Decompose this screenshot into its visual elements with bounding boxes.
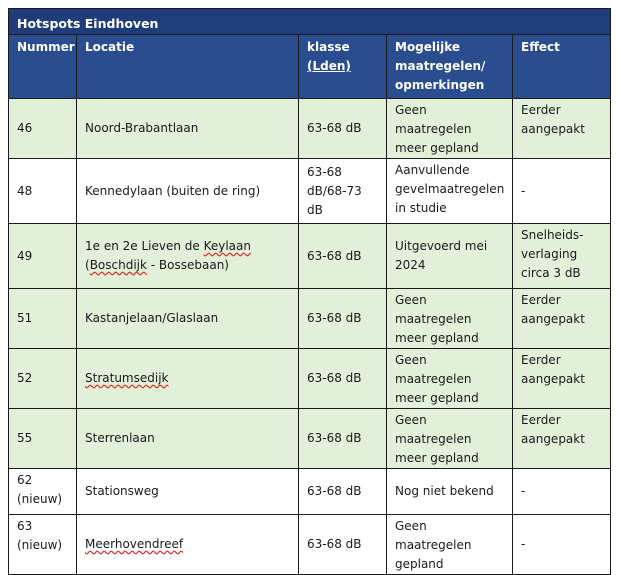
header-nummer: Nummer — [9, 35, 77, 99]
cell-effect: Eerder aangepakt — [513, 409, 611, 469]
cell-klasse: 63-68 dB/68-73 dB — [299, 159, 387, 224]
cell-klasse: 63-68 dB — [299, 289, 387, 349]
hotspots-table-container — [8, 8, 610, 575]
header-row — [9, 35, 611, 99]
cell-locatie: 1e en 2e Lieven de Keylaan (Boschdijk - Bossebaan) — [77, 224, 299, 289]
cell-effect: Eerder aangepakt — [513, 349, 611, 409]
cell-maatregelen: Geen maatregelen meer gepland — [387, 409, 513, 469]
table-row — [9, 515, 611, 575]
table-row — [9, 349, 611, 409]
cell-maatregelen: Geen maatregelen meer gepland — [387, 349, 513, 409]
cell-klasse: 63-68 dB — [299, 224, 387, 289]
table-title: Hotspots Eindhoven — [9, 9, 611, 35]
cell-locatie: Noord-Brabantlaan — [77, 99, 299, 159]
cell-nummer: 62 (nieuw) — [9, 469, 77, 515]
cell-nummer: 49 — [9, 224, 77, 289]
cell-effect: - — [513, 469, 611, 515]
cell-locatie: Stationsweg — [77, 469, 299, 515]
header-maatregelen: Mogelijke maatregelen/ opmerkingen — [387, 35, 513, 99]
cell-klasse: 63-68 dB — [299, 349, 387, 409]
cell-nummer: 48 — [9, 159, 77, 224]
cell-effect: - — [513, 159, 611, 224]
cell-klasse: 63-68 dB — [299, 409, 387, 469]
cell-effect: Eerder aangepakt — [513, 99, 611, 159]
header-locatie: Locatie — [77, 35, 299, 99]
cell-maatregelen: Uitgevoerd mei 2024 — [387, 224, 513, 289]
cell-klasse: 63-68 dB — [299, 469, 387, 515]
cell-klasse: 63-68 dB — [299, 99, 387, 159]
cell-maatregelen: Nog niet bekend — [387, 469, 513, 515]
cell-nummer: 55 — [9, 409, 77, 469]
header-klasse: klasse (Lden) — [299, 35, 387, 99]
cell-maatregelen: Geen maatregelen gepland — [387, 515, 513, 575]
cell-klasse: 63-68 dB — [299, 515, 387, 575]
cell-locatie: Stratumsedijk — [77, 349, 299, 409]
cell-locatie: Sterrenlaan — [77, 409, 299, 469]
cell-nummer: 52 — [9, 349, 77, 409]
table-row — [9, 99, 611, 159]
cell-effect: - — [513, 515, 611, 575]
table-row — [9, 289, 611, 349]
cell-nummer: 63 (nieuw) — [9, 515, 77, 575]
cell-nummer: 46 — [9, 99, 77, 159]
table-row — [9, 224, 611, 289]
cell-locatie: Kastanjelaan/Glaslaan — [77, 289, 299, 349]
cell-maatregelen: Aanvullende gevelmaatregelen in studie — [387, 159, 513, 224]
cell-maatregelen: Geen maatregelen meer gepland — [387, 289, 513, 349]
cell-effect: Eerder aangepakt — [513, 289, 611, 349]
cell-locatie: Meerhovendreef — [77, 515, 299, 575]
cell-locatie: Kennedylaan (buiten de ring) — [77, 159, 299, 224]
hotspots-table — [8, 8, 611, 575]
cell-nummer: 51 — [9, 289, 77, 349]
table-row — [9, 469, 611, 515]
table-row — [9, 409, 611, 469]
cell-effect: Snelheids- verlaging circa 3 dB — [513, 224, 611, 289]
table-row — [9, 159, 611, 224]
cell-maatregelen: Geen maatregelen meer gepland — [387, 99, 513, 159]
header-effect: Effect — [513, 35, 611, 99]
